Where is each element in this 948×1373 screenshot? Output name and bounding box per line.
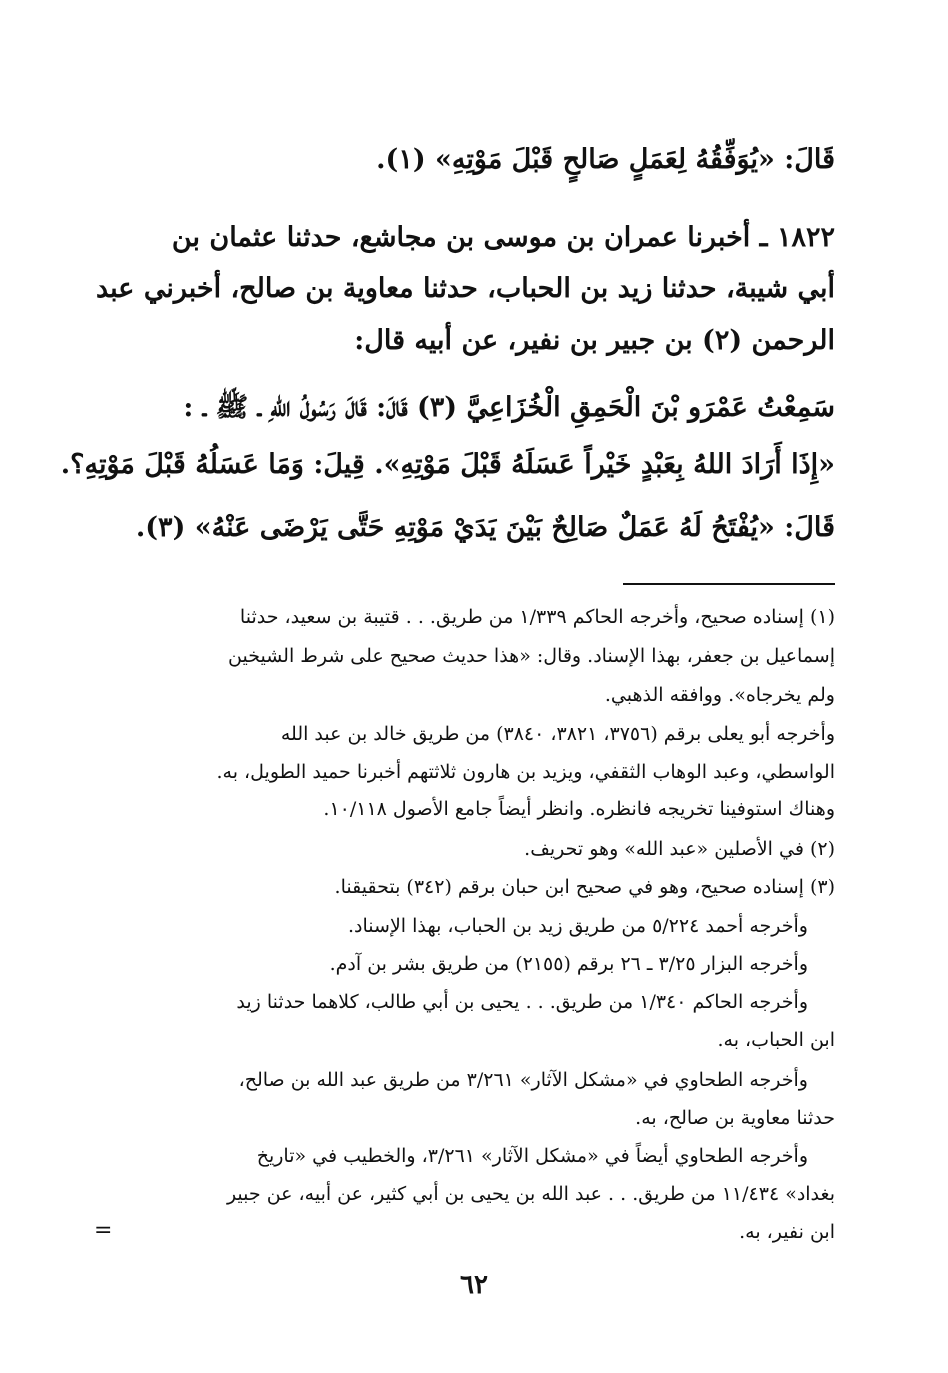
page-number: ٦٢ — [460, 1270, 488, 1300]
footnote-line-10: وأخرجه البزار ٣/٢٥ ـ ٢٦ برقم (٢١٥٥) من طريق بشر بن آدم. — [329, 953, 808, 975]
footnote-line-7: (٢) في الأصلين «عبد الله» وهو تحريف. — [524, 838, 835, 860]
footnote-line-15: وأخرجه الطحاوي أيضاً في «مشكل الآثار» ٣/٢٦١، والخطيب في «تاريخ — [256, 1145, 808, 1167]
footnote-line-1: (١) إسناده صحيح، وأخرجه الحاكم ١/٣٣٩ من طريق. . . قتيبة بن سعيد، حدثنا — [239, 606, 835, 628]
footnote-divider — [623, 583, 835, 585]
main-line-7: قَالَ: «يُفْتَحُ لَهُ عَمَلٌ صَالِحٌ بَيْنَ يَدَيْ مَوْتِهِ حَتَّى يَرْضَى عَنْهُ» (٣). — [135, 512, 835, 543]
footnote-line-2: إسماعيل بن جعفر، بهذا الإسناد. وقال: «هذا حديث صحيح على شرط الشيخين — [228, 645, 835, 667]
footnote-line-5: الواسطي، وعبد الوهاب الثقفي، ويزيد بن هارون ثلاثتهم أخبرنا حميد الطويل، به. — [216, 761, 835, 783]
footnote-line-8: (٣) إسناده صحيح، وهو في صحيح ابن حبان برقم (٣٤٢) بتحقيقنا. — [334, 876, 835, 898]
main-line-6: «إِذَا أَرَادَ اللهُ بِعَبْدٍ خَيْراً عَسَلَهُ قَبْلَ مَوْتِهِ». قِيلَ: وَمَا عَسَلُهُ قَبْلَ مَوْتِهِ؟. — [60, 449, 835, 480]
footnote-line-13: وأخرجه الطحاوي في «مشكل الآثار» ٣/٢٦١ من طريق عبد الله بن صالح، — [238, 1069, 808, 1091]
side-mark: = — [94, 1218, 113, 1243]
footnote-line-4: وأخرجه أبو يعلى برقم (٣٧٥٦، ٣٨٢١، ٣٨٤٠) من طريق خالد بن عبد الله — [280, 723, 835, 745]
footnote-line-16: بغداد» ١١/٤٣٤ من طريق. . . عبد الله بن يحيى بن أبي كثير، عن أبيه، عن جبير — [226, 1183, 835, 1205]
footnote-line-9: وأخرجه أحمد ٥/٢٢٤ من طريق زيد بن الحباب، بهذا الإسناد. — [348, 915, 808, 937]
main-line-4: الرحمن (٢) بن جبير بن نفير، عن أبيه قال: — [354, 325, 835, 356]
main-line-3: أبي شيبة، حدثنا زيد بن الحباب، حدثنا معاوية بن صالح، أخبرني عبد — [95, 273, 835, 304]
footnote-line-12: ابن الحباب، به. — [717, 1029, 835, 1051]
footnote-line-17: ابن نفير، به. — [739, 1221, 835, 1243]
main-line-2: ١٨٢٢ ـ أخبرنا عمران بن موسى بن مجاشع، حدثنا عثمان بن — [171, 222, 835, 253]
main-line-1: قَالَ: «يُوَفِّقُهُ لِعَمَلٍ صَالحٍ قَبْلَ مَوْتِهِ» (١). — [376, 144, 835, 175]
footnote-line-6: وهناك استوفينا تخريجه فانظره. وانظر أيضاً جامع الأصول ١٠/١١٨. — [323, 798, 835, 820]
footnote-line-14: حدثنا معاوية بن صالح، به. — [635, 1107, 835, 1129]
footnote-line-3: ولم يخرجاه». ووافقه الذهبي. — [604, 684, 835, 706]
main-line-5: سَمِعْتُ عَمْرَو بْنَ الْحَمِقِ الْخُزَاعِيَّ (٣) قَالَ: قَالَ رَسُولُ اللهِ ـ ﷺ ـ : — [183, 392, 835, 423]
footnote-line-11: وأخرجه الحاكم ١/٣٤٠ من طريق. . . يحيى بن أبي طالب، كلاهما حدثنا زيد — [236, 991, 808, 1013]
